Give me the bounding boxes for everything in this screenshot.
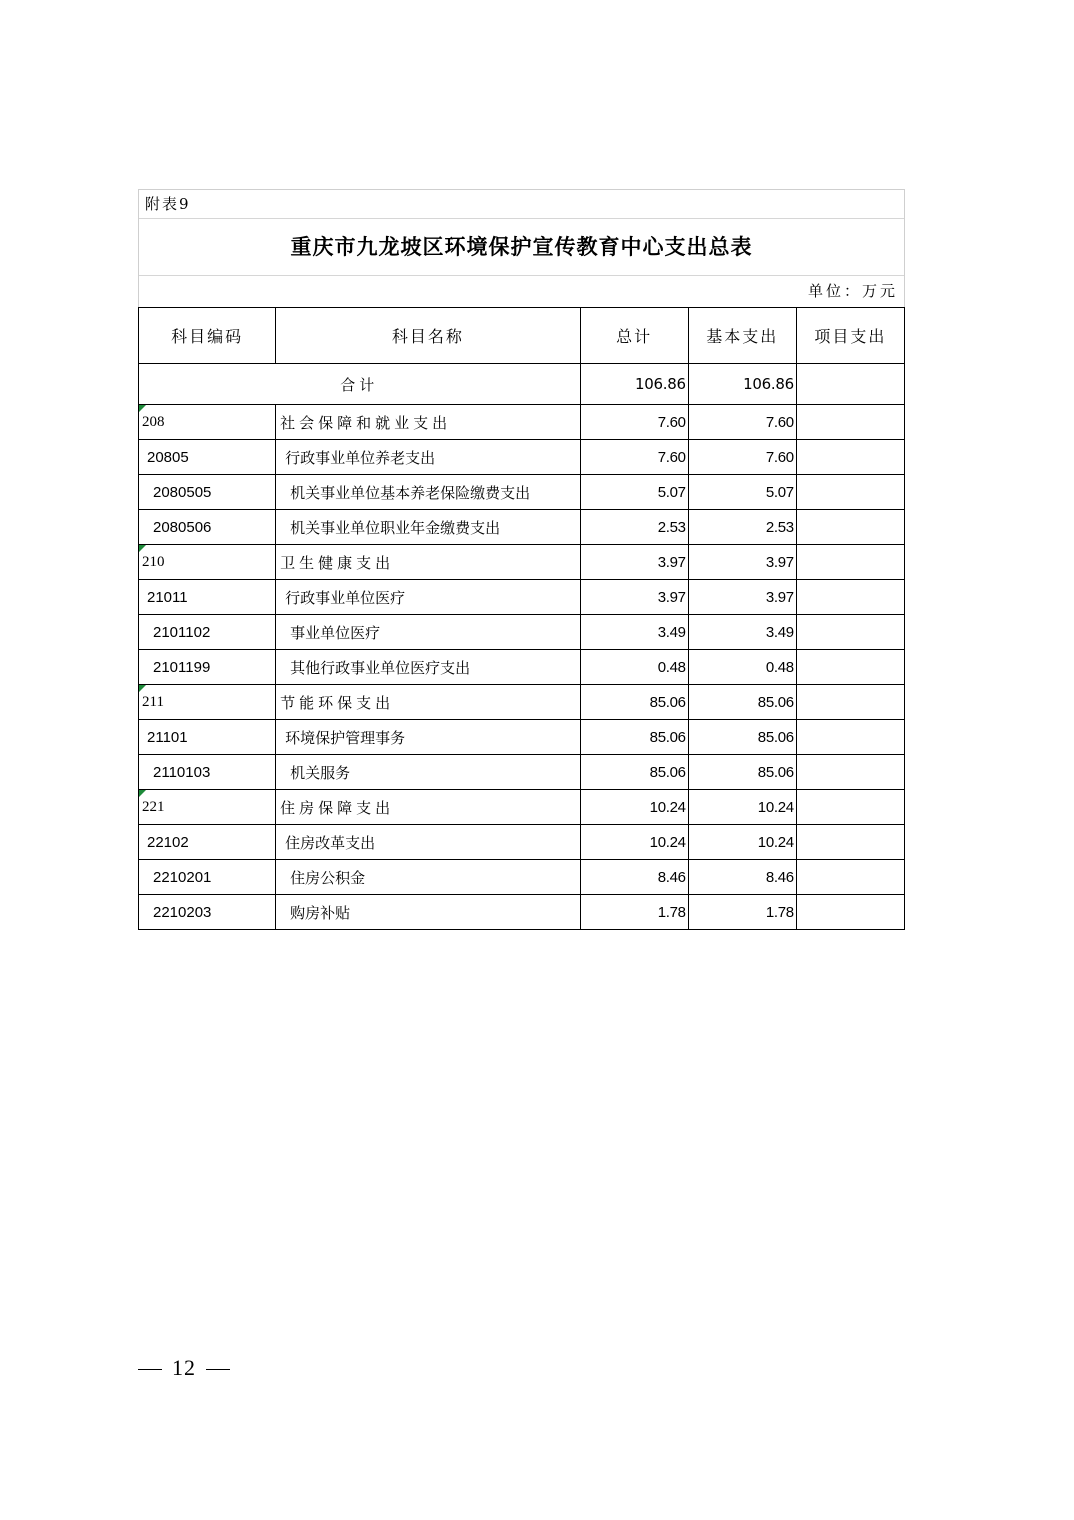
- row-code-text: 2110103: [153, 763, 211, 781]
- row-code-text: 21101: [147, 728, 188, 746]
- expenditure-table: [138, 307, 905, 930]
- row-basic: 7.60: [688, 405, 796, 440]
- row-code: [139, 545, 276, 580]
- row-code: [139, 755, 276, 790]
- header-name: 科目名称: [276, 308, 580, 364]
- row-code: [139, 580, 276, 615]
- row-total: 5.07: [580, 475, 688, 510]
- header-total: 总计: [580, 308, 688, 364]
- row-name: 行政事业单位医疗: [276, 580, 580, 615]
- row-name: 节能环保支出: [276, 685, 580, 720]
- row-basic: 7.60: [688, 440, 796, 475]
- total-project: [796, 364, 904, 405]
- row-basic: 0.48: [688, 650, 796, 685]
- table-row: [139, 790, 905, 825]
- row-code: [139, 790, 276, 825]
- row-code-text: 20805: [147, 448, 189, 466]
- row-basic: 85.06: [688, 685, 796, 720]
- row-project: [796, 860, 904, 895]
- row-code-text: 2101102: [153, 623, 211, 641]
- row-basic: 85.06: [688, 755, 796, 790]
- row-basic: 2.53: [688, 510, 796, 545]
- unit-label: 单位：万元: [807, 282, 898, 300]
- row-code: [139, 510, 276, 545]
- row-code: [139, 860, 276, 895]
- row-project: [796, 440, 904, 475]
- row-name: 机关事业单位基本养老保险缴费支出: [276, 475, 580, 510]
- page-number: [138, 1355, 240, 1381]
- row-basic: 10.24: [688, 790, 796, 825]
- row-basic: 8.46: [688, 860, 796, 895]
- row-total: 10.24: [580, 790, 688, 825]
- row-name: 行政事业单位养老支出: [276, 440, 580, 475]
- table-row: [139, 755, 905, 790]
- table-row: [139, 580, 905, 615]
- row-project: [796, 545, 904, 580]
- table-row: [139, 650, 905, 685]
- table-row: [139, 860, 905, 895]
- table-row: [139, 685, 905, 720]
- row-name: 购房补贴: [276, 895, 580, 930]
- row-name: 住房保障支出: [276, 790, 580, 825]
- row-code: [139, 825, 276, 860]
- row-code: [139, 440, 276, 475]
- row-basic: 85.06: [688, 720, 796, 755]
- page-dash-right: [206, 1369, 230, 1370]
- cell-comment-flag-icon: [139, 685, 146, 692]
- row-code: [139, 720, 276, 755]
- row-name: 住房改革支出: [276, 825, 580, 860]
- row-total: 2.53: [580, 510, 688, 545]
- row-name: 环境保护管理事务: [276, 720, 580, 755]
- cell-comment-flag-icon: [139, 545, 146, 552]
- row-total: 10.24: [580, 825, 688, 860]
- row-project: [796, 685, 904, 720]
- row-total: 85.06: [580, 720, 688, 755]
- page-dash-left: [138, 1369, 162, 1370]
- row-code-text: 2080506: [153, 518, 212, 536]
- table-row: [139, 510, 905, 545]
- row-project: [796, 790, 904, 825]
- table-row: [139, 440, 905, 475]
- row-code-text: 211: [142, 693, 164, 710]
- row-project: [796, 825, 904, 860]
- row-total: 3.97: [580, 580, 688, 615]
- row-total: 85.06: [580, 755, 688, 790]
- total-basic: 106.86: [688, 364, 796, 405]
- appendix-caption: 附表9: [139, 190, 904, 219]
- row-basic: 5.07: [688, 475, 796, 510]
- row-project: [796, 510, 904, 545]
- total-label: 合计: [139, 364, 581, 405]
- row-code-text: 22102: [147, 833, 189, 851]
- row-total: 3.49: [580, 615, 688, 650]
- row-name: 事业单位医疗: [276, 615, 580, 650]
- row-code: [139, 895, 276, 930]
- expenditure-sheet: [138, 189, 905, 930]
- row-total: 1.78: [580, 895, 688, 930]
- row-total: 7.60: [580, 405, 688, 440]
- row-basic: 3.49: [688, 615, 796, 650]
- row-code-text: 2210203: [153, 903, 212, 921]
- row-name: 机关服务: [276, 755, 580, 790]
- row-project: [796, 405, 904, 440]
- table-row: [139, 720, 905, 755]
- row-code-text: 210: [142, 553, 165, 570]
- row-total: 0.48: [580, 650, 688, 685]
- table-row: [139, 615, 905, 650]
- row-code: [139, 405, 276, 440]
- row-code-text: 21011: [147, 588, 188, 606]
- row-project: [796, 580, 904, 615]
- row-code-text: 2080505: [153, 483, 212, 501]
- row-code-text: 2210201: [153, 868, 212, 886]
- row-code-text: 208: [142, 413, 165, 430]
- row-total: 3.97: [580, 545, 688, 580]
- row-name: 社会保障和就业支出: [276, 405, 580, 440]
- row-basic: 3.97: [688, 545, 796, 580]
- row-code: [139, 615, 276, 650]
- row-basic: 3.97: [688, 580, 796, 615]
- row-name: 住房公积金: [276, 860, 580, 895]
- row-code: [139, 475, 276, 510]
- row-project: [796, 650, 904, 685]
- header-code: 科目编码: [139, 308, 276, 364]
- row-project: [796, 895, 904, 930]
- row-basic: 10.24: [688, 825, 796, 860]
- table-row: [139, 405, 905, 440]
- table-row: [139, 545, 905, 580]
- row-name: 机关事业单位职业年金缴费支出: [276, 510, 580, 545]
- table-row: [139, 475, 905, 510]
- header-basic: 基本支出: [688, 308, 796, 364]
- row-total: 85.06: [580, 685, 688, 720]
- row-basic: 1.78: [688, 895, 796, 930]
- cell-comment-flag-icon: [139, 405, 146, 412]
- sheet-header: [138, 189, 905, 307]
- cell-comment-flag-icon: [139, 790, 146, 797]
- total-row: [139, 364, 905, 405]
- row-code-text: 2101199: [153, 658, 211, 676]
- row-name: 其他行政事业单位医疗支出: [276, 650, 580, 685]
- row-total: 7.60: [580, 440, 688, 475]
- row-project: [796, 475, 904, 510]
- row-code: [139, 650, 276, 685]
- row-project: [796, 755, 904, 790]
- row-project: [796, 720, 904, 755]
- table-title: 重庆市九龙坡区环境保护宣传教育中心支出总表: [139, 219, 904, 276]
- row-total: 8.46: [580, 860, 688, 895]
- row-name: 卫生健康支出: [276, 545, 580, 580]
- row-code-text: 221: [142, 798, 165, 815]
- table-row: [139, 895, 905, 930]
- total-total: 106.86: [580, 364, 688, 405]
- page-number-value: 12: [172, 1355, 196, 1380]
- header-row: [139, 308, 905, 364]
- table-row: [139, 825, 905, 860]
- row-code: [139, 685, 276, 720]
- row-project: [796, 615, 904, 650]
- header-project: 项目支出: [796, 308, 904, 364]
